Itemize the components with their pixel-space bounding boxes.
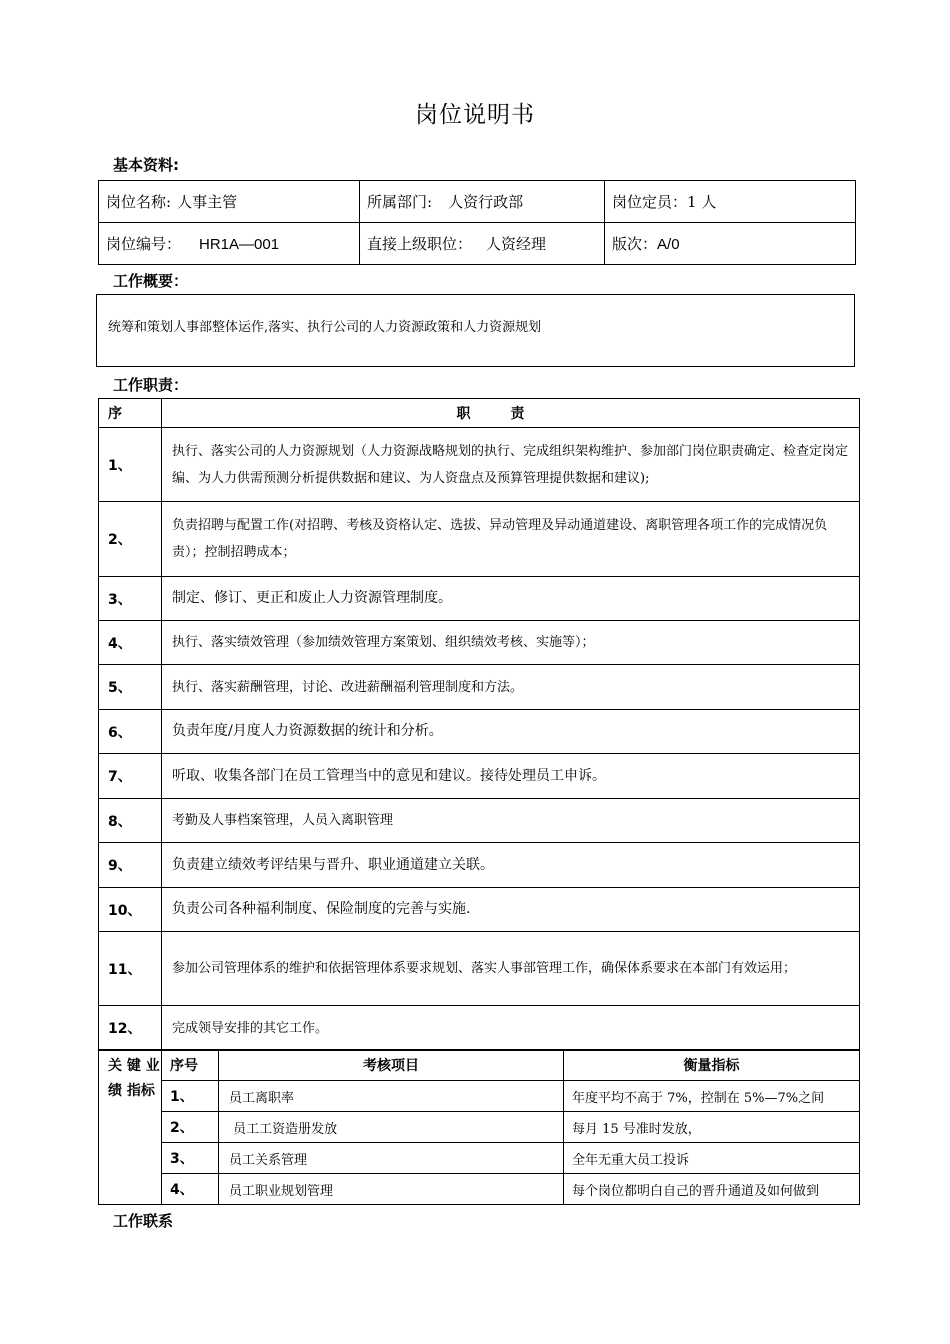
duty-num: 5、 <box>99 665 162 710</box>
job-code-value: HR1A—001 <box>199 236 280 253</box>
headcount-value: 1 人 <box>687 193 717 211</box>
kpi-measure: 年度平均不高于 7%，控制在 5%—7%之间 <box>564 1081 860 1112</box>
duty-num: 3、 <box>99 577 162 621</box>
duty-text: 执行、落实绩效管理（参加绩效管理方案策划、组织绩效考核、实施等）； <box>162 621 860 665</box>
kpi-measure: 全年无重大员工投诉 <box>564 1143 860 1174</box>
kpi-num: 2、 <box>162 1112 219 1143</box>
duty-num: 11、 <box>99 932 162 1006</box>
job-code-cell <box>99 223 360 265</box>
kpi-num: 3、 <box>162 1143 219 1174</box>
duty-text: 负责年度/月度人力资源数据的统计和分析。 <box>162 710 860 754</box>
duties-label: 工作职责： <box>113 376 189 394</box>
superior-cell <box>360 223 605 265</box>
duty-num: 7、 <box>99 754 162 799</box>
kpi-label: 关 键 业 绩 指标 <box>99 1050 162 1205</box>
kpi-measure: 每月 15 号准时发放， <box>564 1112 860 1143</box>
job-name-cell <box>99 181 360 223</box>
kpi-num: 4、 <box>162 1174 219 1205</box>
duty-num: 4、 <box>99 621 162 665</box>
overview-box <box>96 294 855 367</box>
duty-text: 负责建立绩效考评结果与晋升、职业通道建立关联。 <box>162 843 860 888</box>
headcount-cell <box>605 181 856 223</box>
duty-num: 1、 <box>99 428 162 502</box>
superior-value: 人资经理 <box>486 235 547 253</box>
kpi-item: 员工关系管理 <box>219 1143 564 1174</box>
version-label: 版次： <box>612 235 658 253</box>
job-code-label: 岗位编号： <box>106 235 182 253</box>
overview-text: 统筹和策划人事部整体运作,落实、执行公司的人力资源政策和人力资源规划 <box>108 320 542 335</box>
department-cell <box>360 181 605 223</box>
duty-text: 考勤及人事档案管理，人员入离职管理 <box>162 799 860 843</box>
superior-label: 直接上级职位： <box>367 235 473 253</box>
kpi-item: 员工离职率 <box>219 1081 564 1112</box>
duties-table <box>98 398 860 1051</box>
kpi-item: 员工职业规划管理 <box>219 1174 564 1205</box>
duty-text: 完成领导安排的其它工作。 <box>162 1006 860 1051</box>
duty-text: 听取、收集各部门在员工管理当中的意见和建议。接待处理员工申诉。 <box>162 754 860 799</box>
department-value: 人资行政部 <box>448 193 524 211</box>
basic-info-table <box>98 180 856 265</box>
job-name-value: 人事主管 <box>177 193 238 211</box>
duty-num: 6、 <box>99 710 162 754</box>
page-title: 岗位说明书 <box>415 102 535 128</box>
kpi-item: 员工工资造册发放 <box>219 1112 564 1143</box>
kpi-num: 1、 <box>162 1081 219 1112</box>
duty-text: 参加公司管理体系的维护和依据管理体系要求规划、落实人事部管理工作，确保体系要求在本部门有效运用； <box>162 932 860 1006</box>
kpi-col-num: 序号 <box>162 1050 219 1081</box>
kpi-table <box>98 1049 860 1205</box>
contact-label: 工作联系 <box>113 1212 174 1230</box>
duty-text: 负责公司各种福利制度、保险制度的完善与实施. <box>162 888 860 932</box>
duty-num: 9、 <box>99 843 162 888</box>
version-cell <box>605 223 856 265</box>
duty-num: 2、 <box>99 502 162 577</box>
duties-col-duty: 职责 <box>162 399 860 428</box>
headcount-label: 岗位定员： <box>612 193 688 211</box>
overview-label: 工作概要： <box>113 272 189 290</box>
job-name-label: 岗位名称: <box>106 193 172 211</box>
duties-col-num: 序 <box>99 399 162 428</box>
duty-text: 执行、落实薪酬管理，讨论、改进薪酬福利管理制度和方法。 <box>162 665 860 710</box>
duty-num: 8、 <box>99 799 162 843</box>
duty-num: 12、 <box>99 1006 162 1051</box>
department-label: 所属部门: <box>367 193 433 211</box>
version-value: A/0 <box>657 236 680 253</box>
kpi-col-measure: 衡量指标 <box>564 1050 860 1081</box>
basic-info-label: 基本资料: <box>113 156 179 174</box>
duty-text: 负责招聘与配置工作(对招聘、考核及资格认定、选拔、异动管理及异动通道建设、离职管理各项工作的完成情况负责）；控制招聘成本； <box>162 502 860 577</box>
duty-num: 10、 <box>99 888 162 932</box>
kpi-col-item: 考核项目 <box>219 1050 564 1081</box>
duty-text: 制定、修订、更正和废止人力资源管理制度。 <box>162 577 860 621</box>
kpi-measure: 每个岗位都明白自己的晋升通道及如何做到 <box>564 1174 860 1205</box>
duty-text: 执行、落实公司的人力资源规划（人力资源战略规划的执行、完成组织架构维护、参加部门岗位职责确定、检查定岗定编、为人力供需预测分析提供数据和建议、为人资盘点及预算管理提供数据和建议); <box>162 428 860 502</box>
